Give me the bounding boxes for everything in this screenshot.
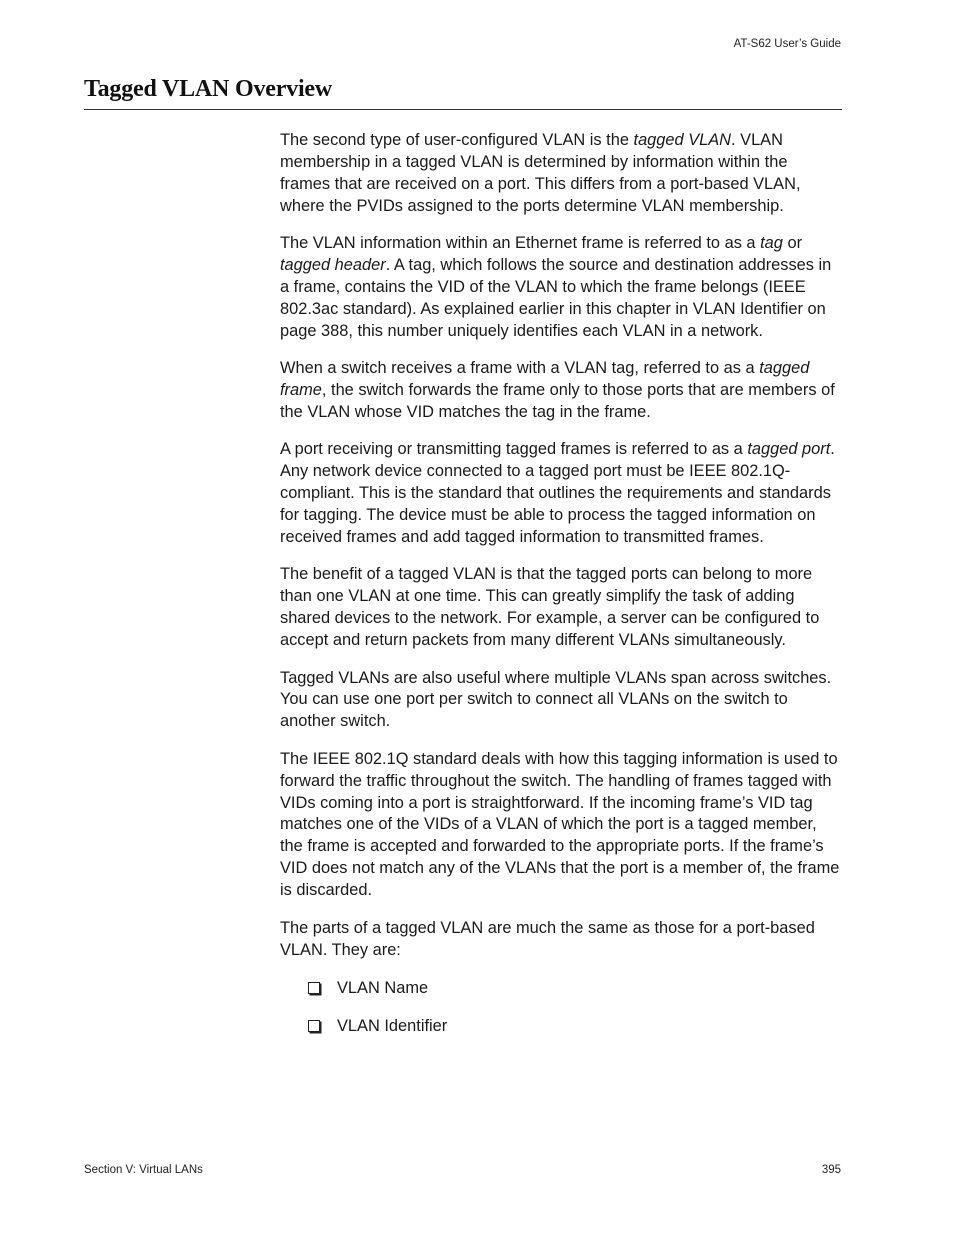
paragraph-text: The second type of user-configured VLAN is the: [280, 131, 634, 149]
running-header: AT-S62 User’s Guide: [733, 38, 841, 50]
paragraph-text: The benefit of a tagged VLAN is that the tagged ports can belong to more than one VLAN at one time. This can greatly simplify the task of adding shared devices to the network. For example, a server can be configured to accept and return packets from many different VLANs simultaneously.: [280, 565, 820, 650]
footer-page-number: 395: [821, 1164, 841, 1176]
italic-term: tagged header: [280, 256, 386, 275]
footer-section-label: Section V: Virtual LANs: [84, 1164, 203, 1176]
paragraph-text: A port receiving or transmitting tagged frames is referred to as a: [280, 440, 748, 459]
paragraph-6: [280, 668, 842, 734]
paragraph-text: The IEEE 802.1Q standard deals with how this tagging information is used to forward the traffic throughout the switch. The handling of frames tagged with VIDs coming into a port is straightforward. If the incoming frame’s VID tag matches one of the VIDs of a VLAN of which the port is a tagged member, the frame is accepted and forwarded to the appropriate ports. If the frame’s VID does not match any of the VLANs that the port is a member of, the frame is discarded.: [280, 749, 840, 900]
paragraph-4: [280, 439, 842, 549]
section-title: Tagged VLAN Overview: [84, 76, 333, 102]
paragraph-text: The VLAN information within an Ethernet frame is referred to as a: [280, 234, 761, 253]
paragraph-7: [280, 749, 842, 902]
checkbox-icon: [308, 982, 320, 994]
paragraph-1: [280, 130, 842, 218]
body-column: [280, 130, 842, 1053]
paragraph-text: The parts of a tagged VLAN are much the same as those for a port-based VLAN. They are:: [280, 918, 815, 959]
italic-term: tagged VLAN: [633, 131, 732, 149]
title-rule: [84, 109, 842, 110]
italic-term: tagged frame: [280, 359, 810, 400]
paragraph-text: . Any network device connected to a tagged port must be IEEE 802.1Q-compliant. This is the standard that outlines the requirements and standards for tagging. The device must be able to process the tagged information on received frames and add tagged information to transmitted frames.: [280, 440, 835, 546]
checkbox-icon: [308, 1020, 320, 1032]
list-item: [308, 977, 842, 999]
bullet-list: [280, 977, 842, 1037]
paragraph-5: [280, 564, 842, 652]
paragraph-3: [280, 358, 842, 424]
italic-term: tag: [760, 234, 783, 253]
paragraph-8: [280, 918, 842, 962]
list-item-label: VLAN Name: [337, 978, 429, 997]
paragraph-2: [280, 233, 842, 343]
paragraph-text: . A tag, which follows the source and destination addresses in a frame, contains the VID of the VLAN to which the frame belongs (IEEE 802.3ac standard). As explained earlier in this chapter in VLAN Identifier on page 388, this number uniquely identifies each VLAN in a network.: [280, 256, 832, 340]
paragraph-text: . VLAN membership in a tagged VLAN is determined by information within the frames that are received on a port. This differs from a port-based VLAN, where the PVIDs assigned to the ports determine VLAN membership.: [280, 131, 801, 215]
paragraph-text: Tagged VLANs are also useful where multiple VLANs span across switches. You can use one port per switch to connect all VLANs on the switch to another switch.: [280, 668, 832, 731]
paragraph-text: When a switch receives a frame with a VLAN tag, referred to as a: [280, 359, 760, 378]
paragraph-text: or: [782, 234, 803, 253]
italic-term: tagged port: [747, 440, 831, 459]
list-item-label: VLAN Identifier: [337, 1016, 448, 1035]
list-item: [308, 1015, 842, 1037]
paragraph-text: , the switch forwards the frame only to those ports that are members of the VLAN whose VID matches the tag in the frame.: [280, 381, 835, 421]
